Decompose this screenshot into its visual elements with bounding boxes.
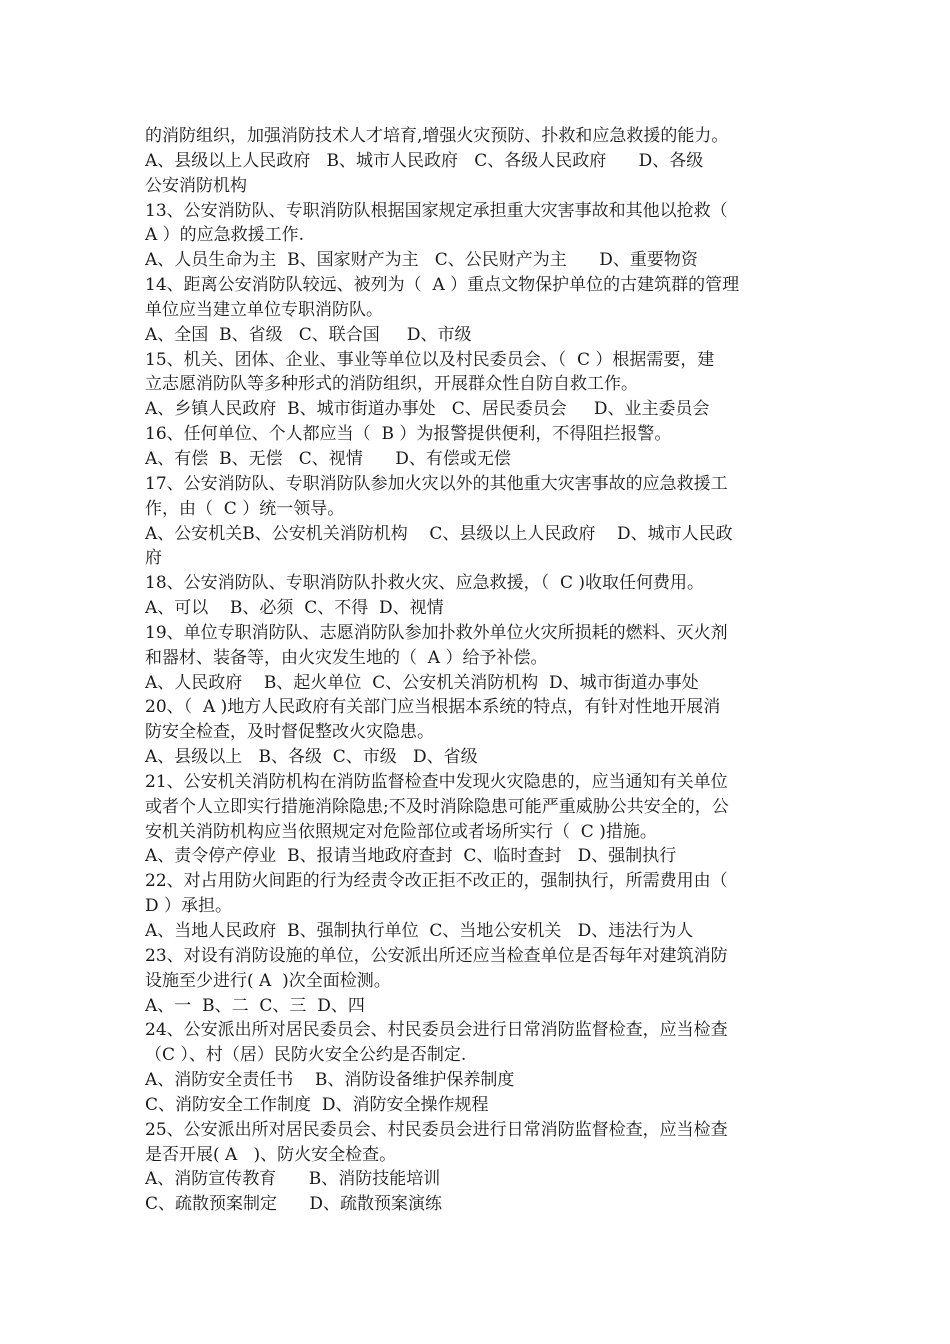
text-line: A、人员生命为主 B、国家财产为主 C、公民财产为主 D、重要物资 bbox=[145, 250, 698, 271]
text-line: 和器材、装备等，由火灾发生地的（ A ）给予补偿。 bbox=[145, 647, 548, 668]
text-line: 是否开展( A )、防火安全检查。 bbox=[145, 1144, 397, 1165]
text-line: 的消防组织，加强消防技术人才培育,增强火灾预防、扑救和应急救援的能力。 bbox=[145, 126, 729, 146]
text-line: A、一 B、二 C、三 D、四 bbox=[145, 995, 365, 1016]
text-line: 25、公安派出所对居民委员会、村民委员会进行日常消防监督检查，应当检查 bbox=[145, 1119, 728, 1140]
text-line: 19、单位专职消防队、志愿消防队参加扑救外单位火灾所损耗的燃料、灭火剂 bbox=[145, 622, 728, 643]
text-line: 15、机关、团体、企业、事业等单位以及村民委员会、（ C ）根据需要，建 bbox=[145, 349, 715, 370]
text-line: C、疏散预案制定 D、疏散预案演练 bbox=[145, 1194, 443, 1215]
text-line: 24、公安派出所对居民委员会、村民委员会进行日常消防监督检查，应当检查 bbox=[145, 1020, 728, 1041]
text-line: 14、距离公安消防队较远、被列为（ A ）重点文物保护单位的古建筑群的管理 bbox=[145, 275, 740, 296]
text-line: A、公安机关B、公安机关消防机构 C、县级以上人民政府 D、城市人民政 bbox=[145, 523, 733, 544]
text-line: 防安全检查，及时督促整改火灾隐患。 bbox=[145, 722, 434, 743]
text-line: A、有偿 B、无偿 C、视情 D、有偿或无偿 bbox=[145, 448, 511, 469]
text-line: 或者个人立即实行措施消除隐患;不及时消除隐患可能严重威胁公共安全的，公 bbox=[145, 796, 729, 817]
document-page bbox=[145, 124, 813, 1217]
text-line: 20、（ A )地方人民政府有关部门应当根据本系统的特点，有针对性地开展消 bbox=[145, 697, 721, 718]
text-line: 23、对设有消防设施的单位，公安派出所还应当检查单位是否每年对建筑消防 bbox=[145, 945, 728, 966]
text-line: A、可以 B、必须 C、不得 D、视情 bbox=[145, 598, 444, 619]
text-line: A、人民政府 B、起火单位 C、公安机关消防机构 D、城市街道办事处 bbox=[145, 672, 699, 693]
text-line: 17、公安消防队、专职消防队参加火灾以外的其他重大灾害事故的应急救援工 bbox=[145, 473, 728, 494]
text-line: A、消防安全责任书 B、消防设备维护保养制度 bbox=[145, 1070, 515, 1091]
text-line: 公安消防机构 bbox=[145, 175, 247, 196]
text-line: 安机关消防机构应当依照规定对危险部位或者场所实行（ C )措施。 bbox=[145, 821, 657, 842]
text-line: A ）的应急救援工作. bbox=[145, 225, 305, 246]
text-line: C、消防安全工作制度 D、消防安全操作规程 bbox=[145, 1094, 489, 1115]
text-line: 设施至少进行( A )次全面检测。 bbox=[145, 970, 391, 991]
text-line: 21、公安机关消防机构在消防监督检查中发现火灾隐患的，应当通知有关单位 bbox=[145, 771, 728, 792]
text-line: 22、对占用防火间距的行为经责令改正拒不改正的，强制执行，所需费用由（ bbox=[145, 871, 728, 892]
text-line: A、消防宣传教育 B、消防技能培训 bbox=[145, 1169, 441, 1190]
text-line: 立志愿消防队等多种形式的消防组织，开展群众性自防自救工作。 bbox=[145, 374, 638, 395]
text-line: 13、公安消防队、专职消防队根据国家规定承担重大灾害事故和其他以抢救（ bbox=[145, 200, 728, 221]
text-line: A、责令停产停业 B、报请当地政府查封 C、临时查封 D、强制执行 bbox=[145, 846, 677, 867]
text-line: A、县级以上 B、各级 C、市级 D、省级 bbox=[145, 747, 478, 768]
text-line: A、乡镇人民政府 B、城市街道办事处 C、居民委员会 D、业主委员会 bbox=[145, 399, 710, 420]
text-line: A、当地人民政府 B、强制执行单位 C、当地公安机关 D、违法行为人 bbox=[145, 921, 694, 941]
text-line: 作，由（ C ）统一领导。 bbox=[145, 498, 345, 519]
text-line: 单位应当建立单位专职消防队。 bbox=[145, 299, 383, 320]
text-line: 16、任何单位、个人都应当（ B ）为报警提供便利，不得阻拦报警。 bbox=[145, 424, 672, 445]
text-line: A、县级以上人民政府 B、城市人民政府 C、各级人民政府 D、各级 bbox=[145, 150, 704, 171]
text-line: 18、公安消防队、专职消防队扑救火灾、应急救援，（ C )收取任何费用。 bbox=[145, 573, 704, 594]
text-line: （C ）、村（居）民防火安全公约是否制定. bbox=[145, 1045, 467, 1066]
text-line: 府 bbox=[145, 548, 162, 569]
text-line: A、全国 B、省级 C、联合国 D、市级 bbox=[145, 324, 472, 345]
text-line: D ）承担。 bbox=[145, 896, 233, 917]
